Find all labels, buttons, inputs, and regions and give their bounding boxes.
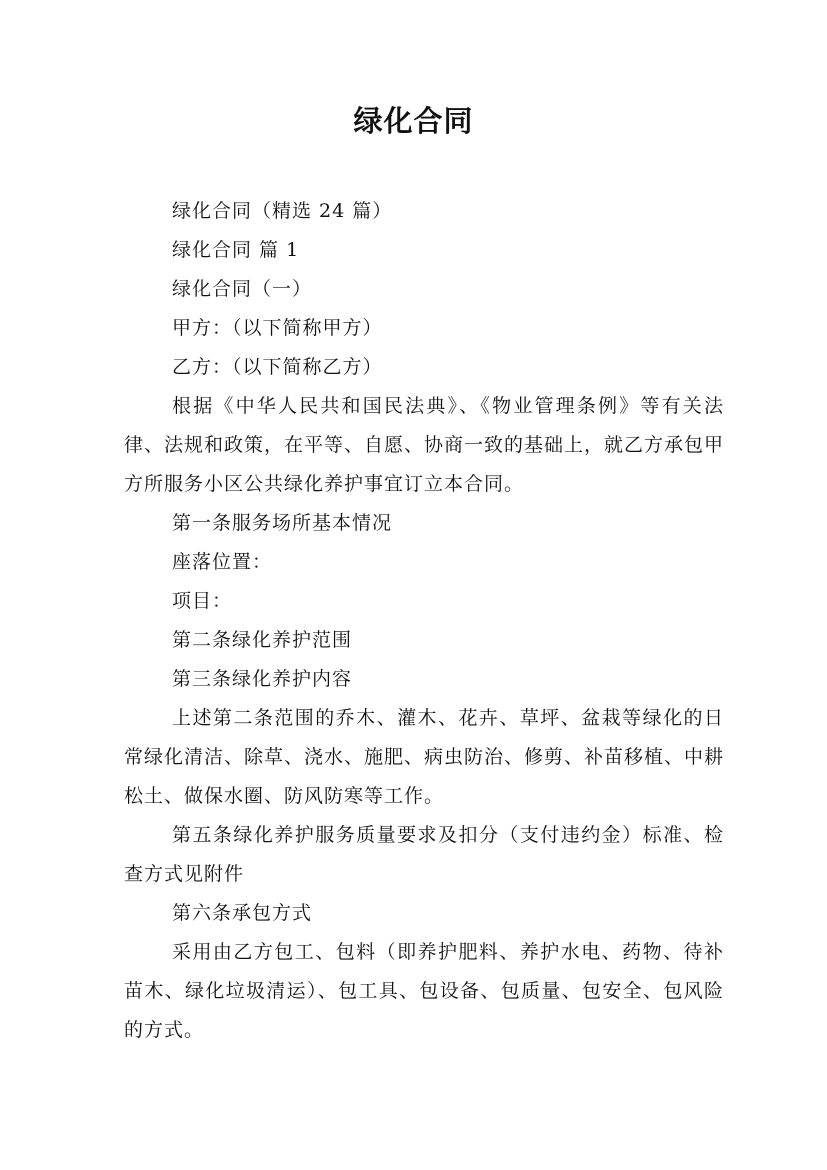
paragraph-clause-3: 第三条绿化养护内容 — [172, 668, 353, 690]
paragraph-subtitle: 绿化合同（精选 24 篇） — [172, 200, 393, 222]
paragraph-clause-5: 第五条绿化养护服务质量要求及扣分（支付违约金）标准、检查方式见附件 — [124, 824, 724, 885]
paragraph-clause-1: 第一条服务场所基本情况 — [172, 512, 393, 534]
paragraph-contract-heading: 绿化合同（一） — [172, 278, 313, 300]
paragraph-legal-basis: 根据《中华人民共和国民法典》、《物业管理条例》等有关法律、法规和政策，在平等、自愿、协商一致的基础上，就乙方承包甲方所服务小区公共绿化养护事宜订立本合同。 — [124, 395, 725, 495]
document-body — [124, 192, 724, 1050]
paragraph-article-heading: 绿化合同 篇 1 — [172, 239, 300, 261]
paragraph-project: 项目： — [172, 590, 233, 612]
paragraph-party-b: 乙方：（以下简称乙方） — [172, 356, 383, 378]
paragraph-maintenance-content: 上述第二条范围的乔木、灌木、花卉、草坪、盆栽等绿化的日常绿化清洁、除草、浇水、施肥、病虫防治、修剪、补苗移植、中耕松土、做保水圈、防风防寒等工作。 — [124, 707, 725, 807]
paragraph-party-a: 甲方：（以下简称甲方） — [172, 317, 383, 339]
paragraph-location: 座落位置： — [172, 551, 273, 573]
paragraph-clause-2: 第二条绿化养护范围 — [172, 629, 353, 651]
paragraph-clause-6: 第六条承包方式 — [172, 902, 313, 924]
document-title: 绿化合同 — [353, 104, 474, 138]
paragraph-contract-method: 采用由乙方包工、包料（即养护肥料、养护水电、药物、待补苗木、绿化垃圾清运）、包工具、包设备、包质量、包安全、包风险的方式。 — [124, 941, 724, 1041]
